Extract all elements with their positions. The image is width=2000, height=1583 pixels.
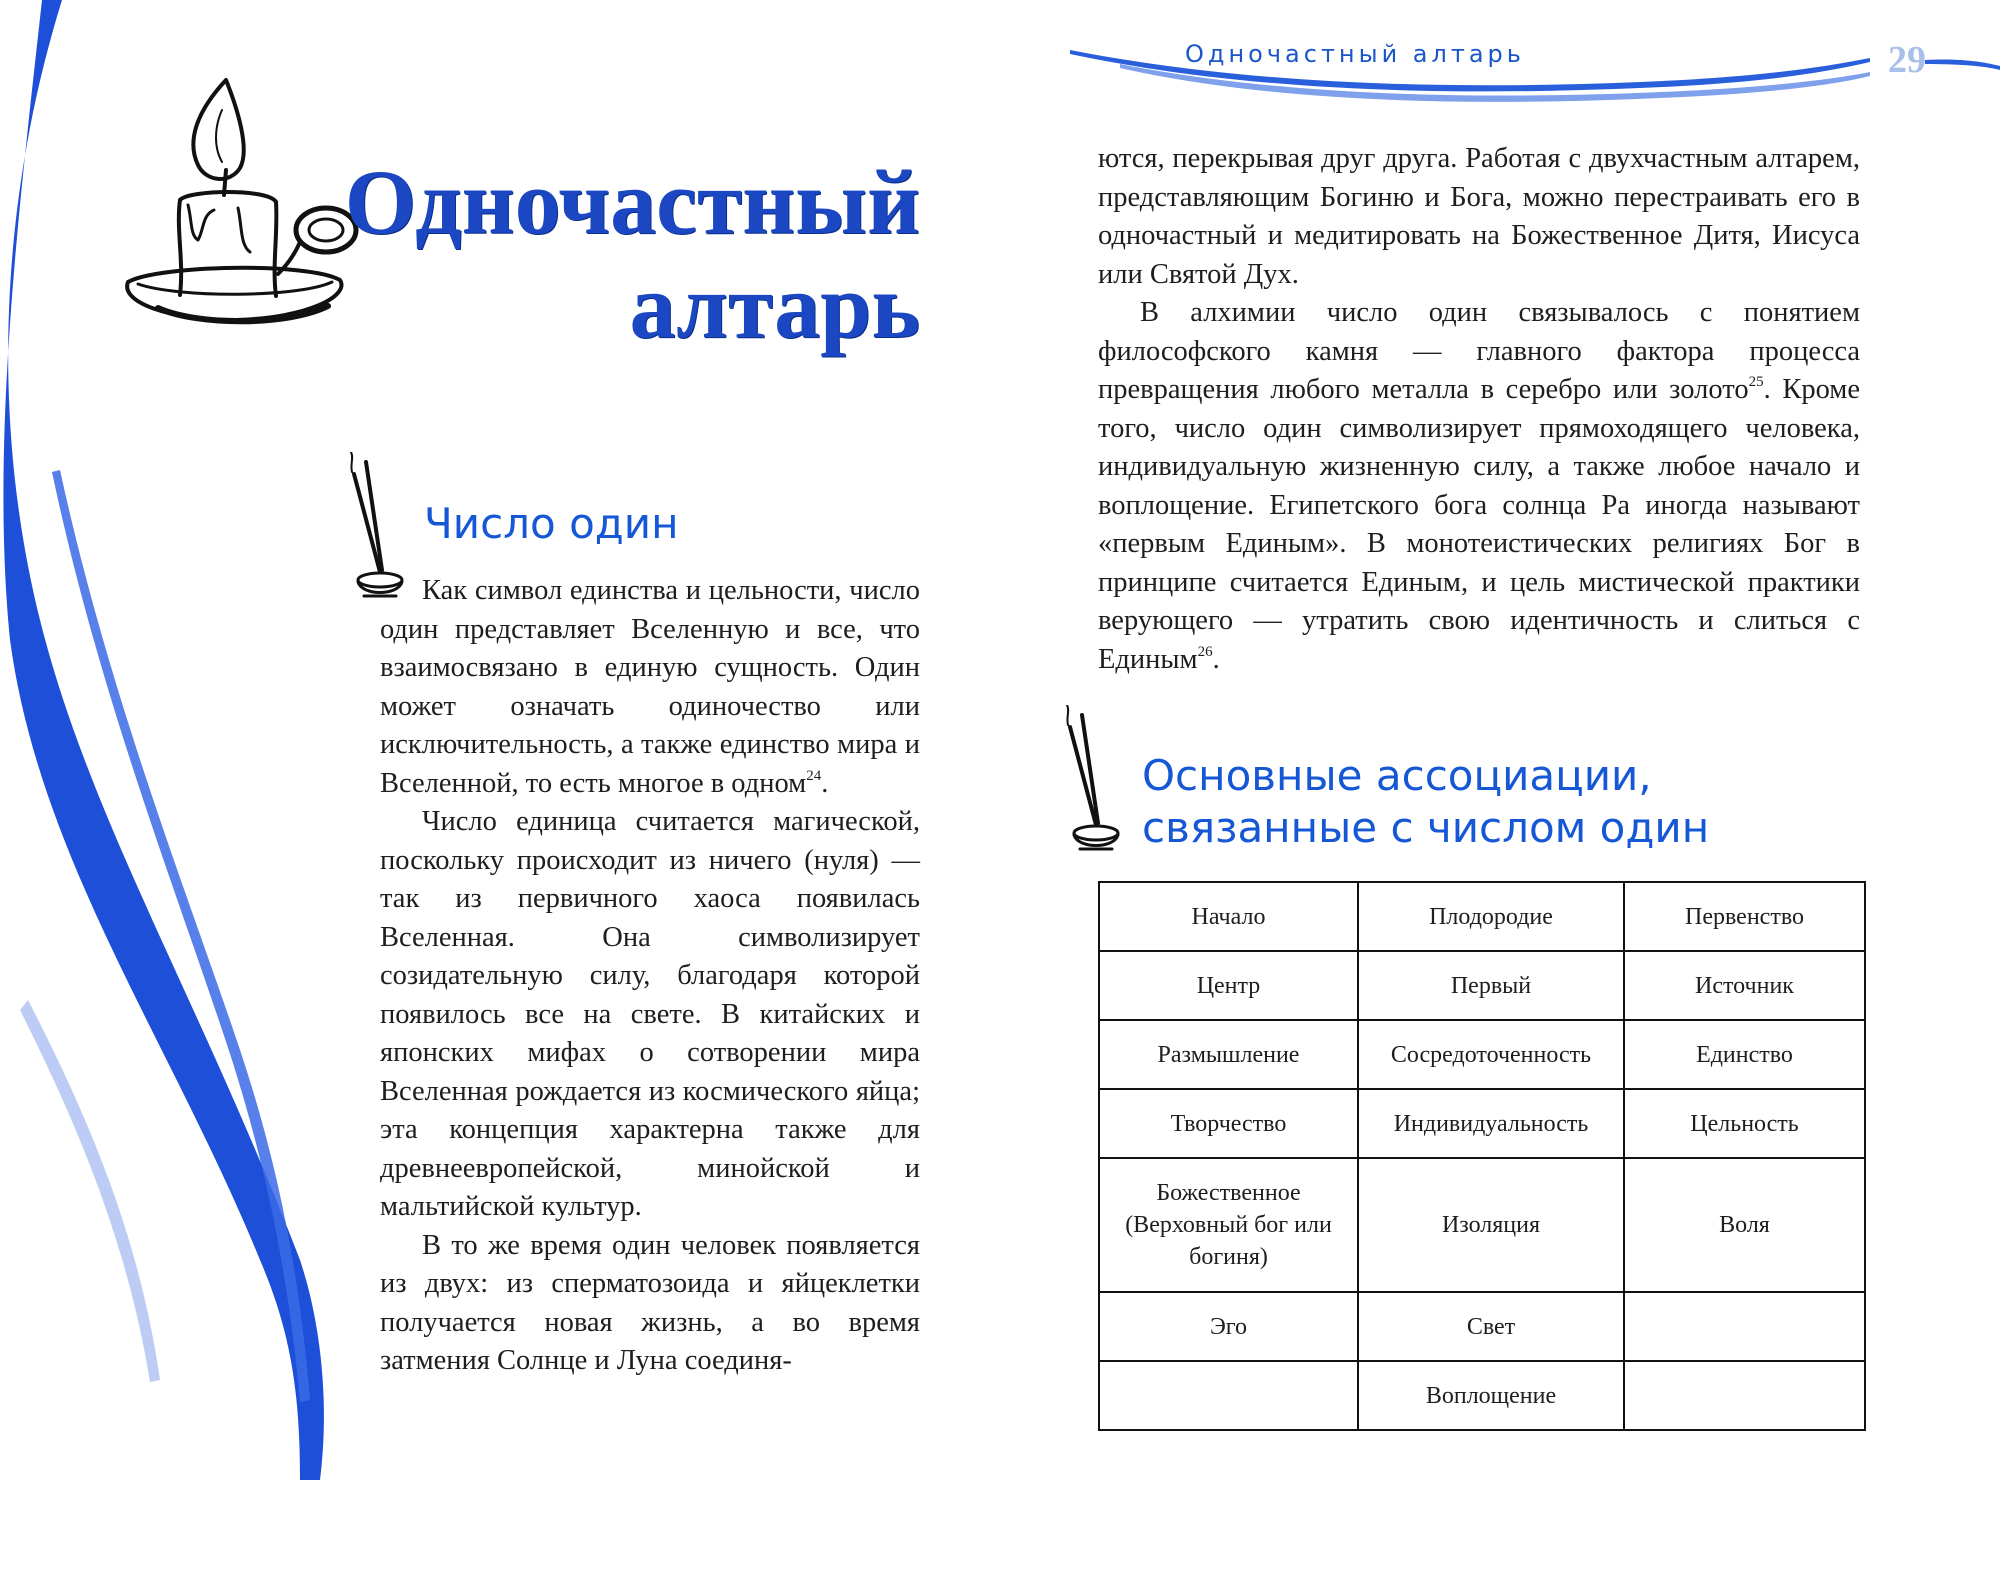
table-cell: Изоляция [1358, 1158, 1624, 1292]
table-cell: Сосредоточенность [1358, 1020, 1624, 1089]
chapter-title-line1: Одночастный [344, 151, 920, 253]
section-heading-line1: Основные ассоциации, [1142, 751, 1652, 800]
running-title: Одночастный алтарь [1185, 40, 1525, 68]
table-row [1099, 1089, 1865, 1158]
table-cell: Воля [1624, 1158, 1865, 1292]
table-row [1099, 1292, 1865, 1361]
table-cell: Источник [1624, 951, 1865, 1020]
left-swoosh-light [20, 1000, 160, 1382]
table-cell: Первый [1358, 951, 1624, 1020]
table-cell: Творчество [1099, 1089, 1358, 1158]
paragraph: ются, перекрывая друг друга. Работая с двухчастным алтарем, представляющим Богиню и Бога, можно перестраивать его в одночастный и медитировать на Божественное Дитя, Иисуса или Святой Дух. [1098, 143, 1860, 290]
table-row [1099, 1361, 1865, 1430]
paragraph: Как символ единства и цельности, число один представляет Вселенную и все, что взаимосвязано в единую сущность. Один может означать одиночество или исключительность, а также единство мира и Вселенной, то есть многое в одном$^{24}$. [380, 575, 920, 799]
right-text-column [1098, 140, 1860, 679]
section-heading-text: Число один [424, 499, 679, 548]
left-text-column [380, 572, 920, 1381]
table-cell: Первенство [1624, 882, 1865, 951]
table-cell: Размышление [1099, 1020, 1358, 1089]
table-cell: Плодородие [1358, 882, 1624, 951]
table-row [1099, 951, 1865, 1020]
paragraph: В то же время один человек появляется из двух: из сперматозоида и яйцеклетки получается новая жизнь, а во время затмения Солнце и Луна соединя- [380, 1229, 920, 1376]
table-cell: Центр [1099, 951, 1358, 1020]
table-cell: Цельность [1624, 1089, 1865, 1158]
paragraph: В алхимии число один связывалось с понятием философского камня — главного фактора процесса превращения любого металла в серебро или золото$^{25}$. Кроме того, число один символизирует прямоходящего человека, индивидуальную жизненную силу, а также любое начало и воплощение. Египетского бога солнца Ра иногда называют «первым Единым». В монотеистических религиях Бог в принципе считается Единым, и цель мистической практики верующего — утратить свою идентичность и слиться с Единым$^{26}$. [1098, 297, 1860, 675]
chapter-title [300, 150, 920, 358]
table-cell: Воплощение [1358, 1361, 1624, 1430]
table-cell: Божественное (Верховный бог или богиня) [1099, 1158, 1358, 1292]
table-row [1099, 1158, 1865, 1292]
table-row [1099, 882, 1865, 951]
section-heading-associations [1142, 750, 1709, 854]
table-cell [1624, 1361, 1865, 1430]
table-cell [1099, 1361, 1358, 1430]
page-number: 29 [1888, 39, 1926, 81]
paragraph: Число единица считается магической, поскольку происходит из ничего (нуля) — так из первичного хаоса появилась Вселенная. Она символизирует созидательную силу, благодаря которой появилось все на свете. В китайских и японских мифах о сотворении мира Вселенная рождается из космического яйца; эта концепция характерна также для древнеевропейской, минойской и мальтийской культур. [380, 806, 920, 1222]
chapter-title-line2: алтарь [629, 255, 920, 357]
incense-sticks-icon [1060, 705, 1126, 855]
table-cell [1624, 1292, 1865, 1361]
table-cell: Единство [1624, 1020, 1865, 1089]
table-cell: Индивидуальность [1358, 1089, 1624, 1158]
table-cell: Свет [1358, 1292, 1624, 1361]
associations-table [1098, 881, 1866, 1431]
table-cell: Начало [1099, 882, 1358, 951]
header-swoosh-lower [1120, 64, 1870, 102]
header-swoosh-tail [1925, 59, 2000, 70]
table-row [1099, 1020, 1865, 1089]
section-heading-line2: связанные с числом один [1142, 803, 1710, 852]
table-cell: Эго [1099, 1292, 1358, 1361]
section-heading-number-one [424, 498, 679, 550]
